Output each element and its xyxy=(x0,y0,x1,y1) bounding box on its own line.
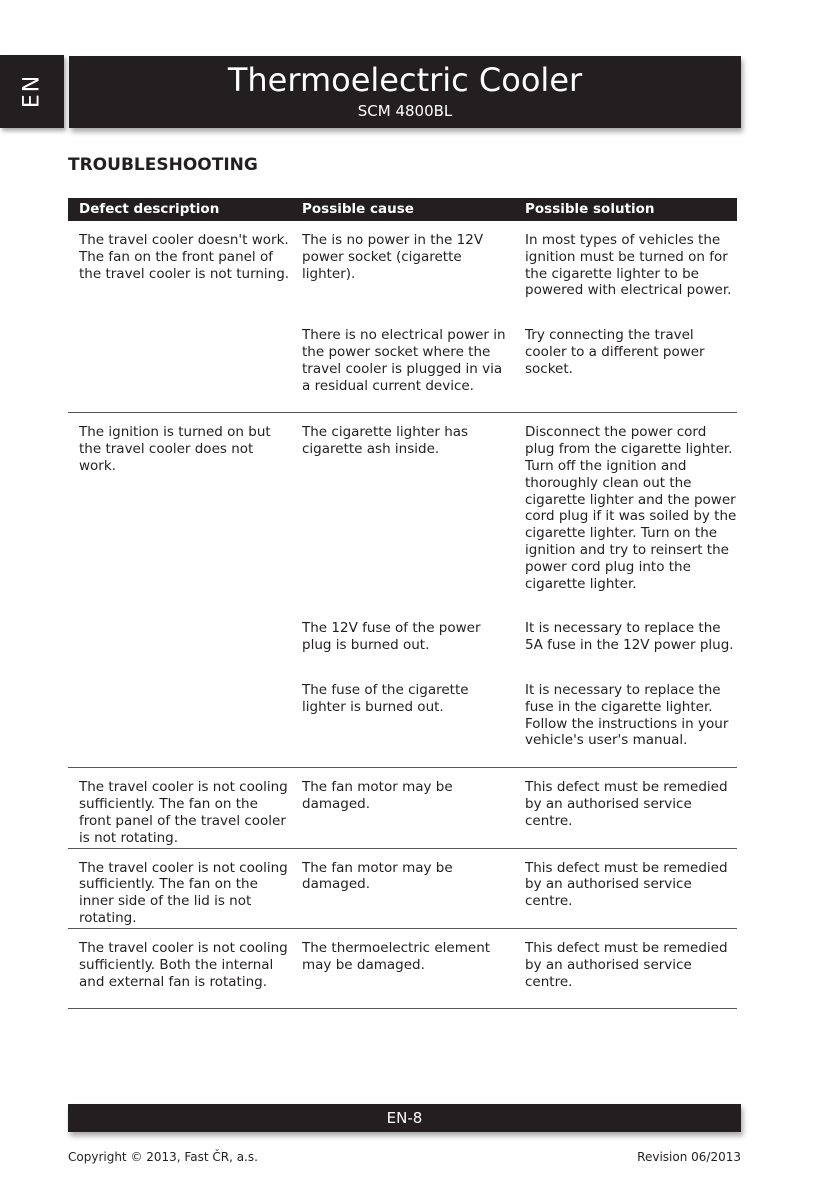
column-header: Possible solution xyxy=(525,201,655,217)
table-row xyxy=(291,682,737,767)
table-row-group xyxy=(68,768,737,848)
troubleshooting-table xyxy=(68,198,737,1009)
table-row-group xyxy=(68,413,737,768)
table-row xyxy=(291,424,737,620)
solution-cell: This defect must be remedied by an authorised service centre. xyxy=(525,859,728,910)
cause-cell: The cigarette lighter has cigarette ash inside. xyxy=(302,424,469,458)
cause-cell: The fan motor may be damaged. xyxy=(302,859,453,893)
table-row-group xyxy=(68,849,737,929)
column-header: Possible cause xyxy=(302,201,414,217)
solution-cell: Disconnect the power cord plug from the cigarette lighter. Turn off the ignition and thoroughly clean out the cigarette lighter and the power cord plug if it was soiled by the cigarette lighter. Turn on the ignition and try to reinsert the power cord plug into the cigarette lighter. xyxy=(525,424,737,592)
language-tab xyxy=(0,55,64,128)
defect-cell: The ignition is turned on but the travel cooler does not work. xyxy=(79,424,271,474)
cause-cell: The is no power in the 12V power socket (cigarette lighter). xyxy=(302,232,484,282)
page-header xyxy=(69,56,741,128)
defect-cell: The travel cooler is not cooling sufficiently. The fan on the front panel of the travel cooler is not rotating. xyxy=(79,779,288,846)
cause-cell: The fan motor may be damaged. xyxy=(302,779,453,812)
revision: Revision 06/2013 xyxy=(637,1150,741,1164)
solution-cell: In most types of vehicles the ignition must be turned on for the cigarette lighter to be powered with electrical power. xyxy=(525,232,732,299)
cause-cell: There is no electrical power in the power socket where the travel cooler is plugged in via a residual current device. xyxy=(302,327,506,394)
column-header: Defect description xyxy=(79,201,220,217)
table-row xyxy=(291,620,737,682)
page-number: EN-8 xyxy=(386,1109,423,1127)
solution-cell: This defect must be remedied by an authorised service centre. xyxy=(525,779,728,829)
table-row-group xyxy=(68,929,737,1009)
section-title: TROUBLESHOOTING xyxy=(68,155,258,175)
solution-cell: It is necessary to replace the 5A fuse in the 12V power plug. xyxy=(525,620,734,654)
table-row xyxy=(291,779,737,847)
page-title: Thermoelectric Cooler xyxy=(227,61,583,99)
defect-cell: The travel cooler is not cooling sufficiently. Both the internal and external fan is rotating. xyxy=(79,939,288,990)
table-row xyxy=(291,232,737,327)
cause-cell: The fuse of the cigarette lighter is burned out. xyxy=(302,681,469,715)
cause-cell: The thermoelectric element may be damaged. xyxy=(302,939,491,973)
defect-cell: The travel cooler doesn't work. The fan on the front panel of the travel cooler is not turning. xyxy=(79,232,290,282)
solution-cell: Try connecting the travel cooler to a different power socket. xyxy=(525,327,705,377)
page-number-bar xyxy=(68,1104,741,1132)
table-row xyxy=(291,860,737,928)
defect-cell: The travel cooler is not cooling sufficiently. The fan on the inner side of the lid is not rotating. xyxy=(79,859,288,926)
cause-cell: The 12V fuse of the power plug is burned out. xyxy=(302,620,481,654)
language-label: EN xyxy=(19,73,45,109)
solution-cell: It is necessary to replace the fuse in the cigarette lighter. Follow the instructions in your vehicle's user's manual. xyxy=(525,681,729,749)
table-row-group xyxy=(68,221,737,413)
solution-cell: This defect must be remedied by an authorised service centre. xyxy=(525,939,728,990)
model-number: SCM 4800BL xyxy=(357,102,453,120)
table-row xyxy=(291,327,737,412)
table-row xyxy=(291,940,737,1008)
copyright: Copyright © 2013, Fast ČR, a.s. xyxy=(68,1150,258,1164)
table-header xyxy=(68,198,737,221)
